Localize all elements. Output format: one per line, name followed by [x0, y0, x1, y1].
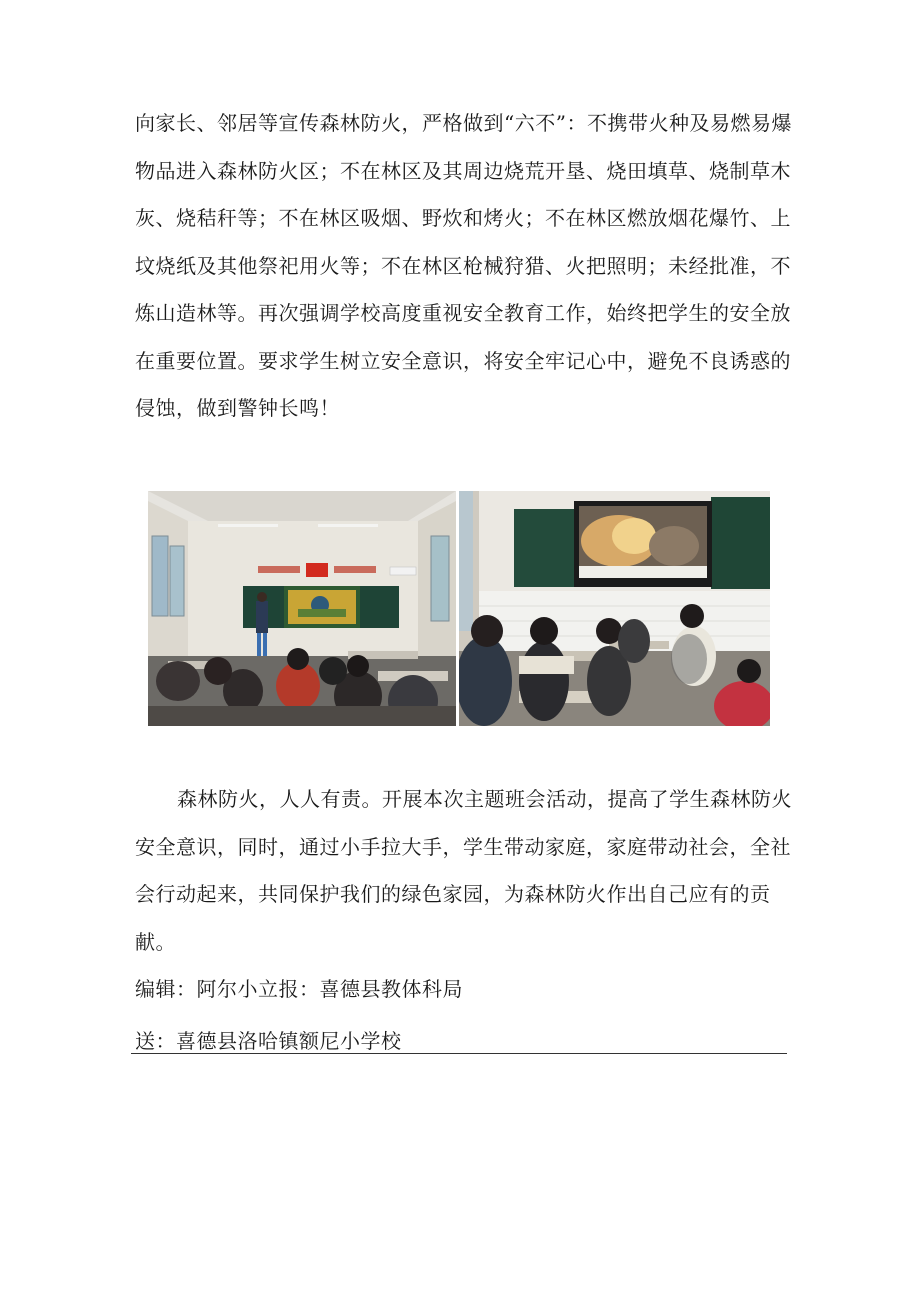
footer-editor-line: 编辑：阿尔小立报：喜德县教体科局 [135, 977, 463, 1001]
body-paragraph-1: 向家长、邻居等宣传森林防火，严格做到“六不”：不携带火种及易燃易爆物品进入森林防火区；不在林区及其周边烧荒开垦、烧田填草、烧制草木灰、烧秸秆等；不在林区吸烟、野炊和烤火；不在林区燃放烟花爆竹、上坟烧纸及其他祭祀用火等；不在林区枪械狩猎、火把照明；未经批准，不炼山造林等。再次强调学校高度重视安全教育工作，始终把学生的安全放在重要位置。要求学生树立安全意识，将安全牢记心中，避免不良诱惑的侵蚀，做到警钟长鸣！ [135, 111, 792, 420]
body-paragraph-2: 森林防火，人人有责。开展本次主题班会活动，提高了学生森林防火安全意识，同时，通过小手拉大手，学生带动家庭，家庭带动社会，全社会行动起来，共同保护我们的绿色家园，为森林防火作出自己应有的贡献。 [135, 787, 792, 954]
classroom-scene-right-image [459, 491, 770, 726]
classroom-photo-right [459, 491, 770, 726]
classroom-photo-left [148, 491, 456, 726]
footer-recipient-line: 送：喜德县洛哈镇额尼小学校 [135, 1029, 402, 1053]
classroom-photos [148, 491, 770, 726]
classroom-scene-left-image [148, 491, 456, 726]
footer-divider [131, 1053, 787, 1054]
